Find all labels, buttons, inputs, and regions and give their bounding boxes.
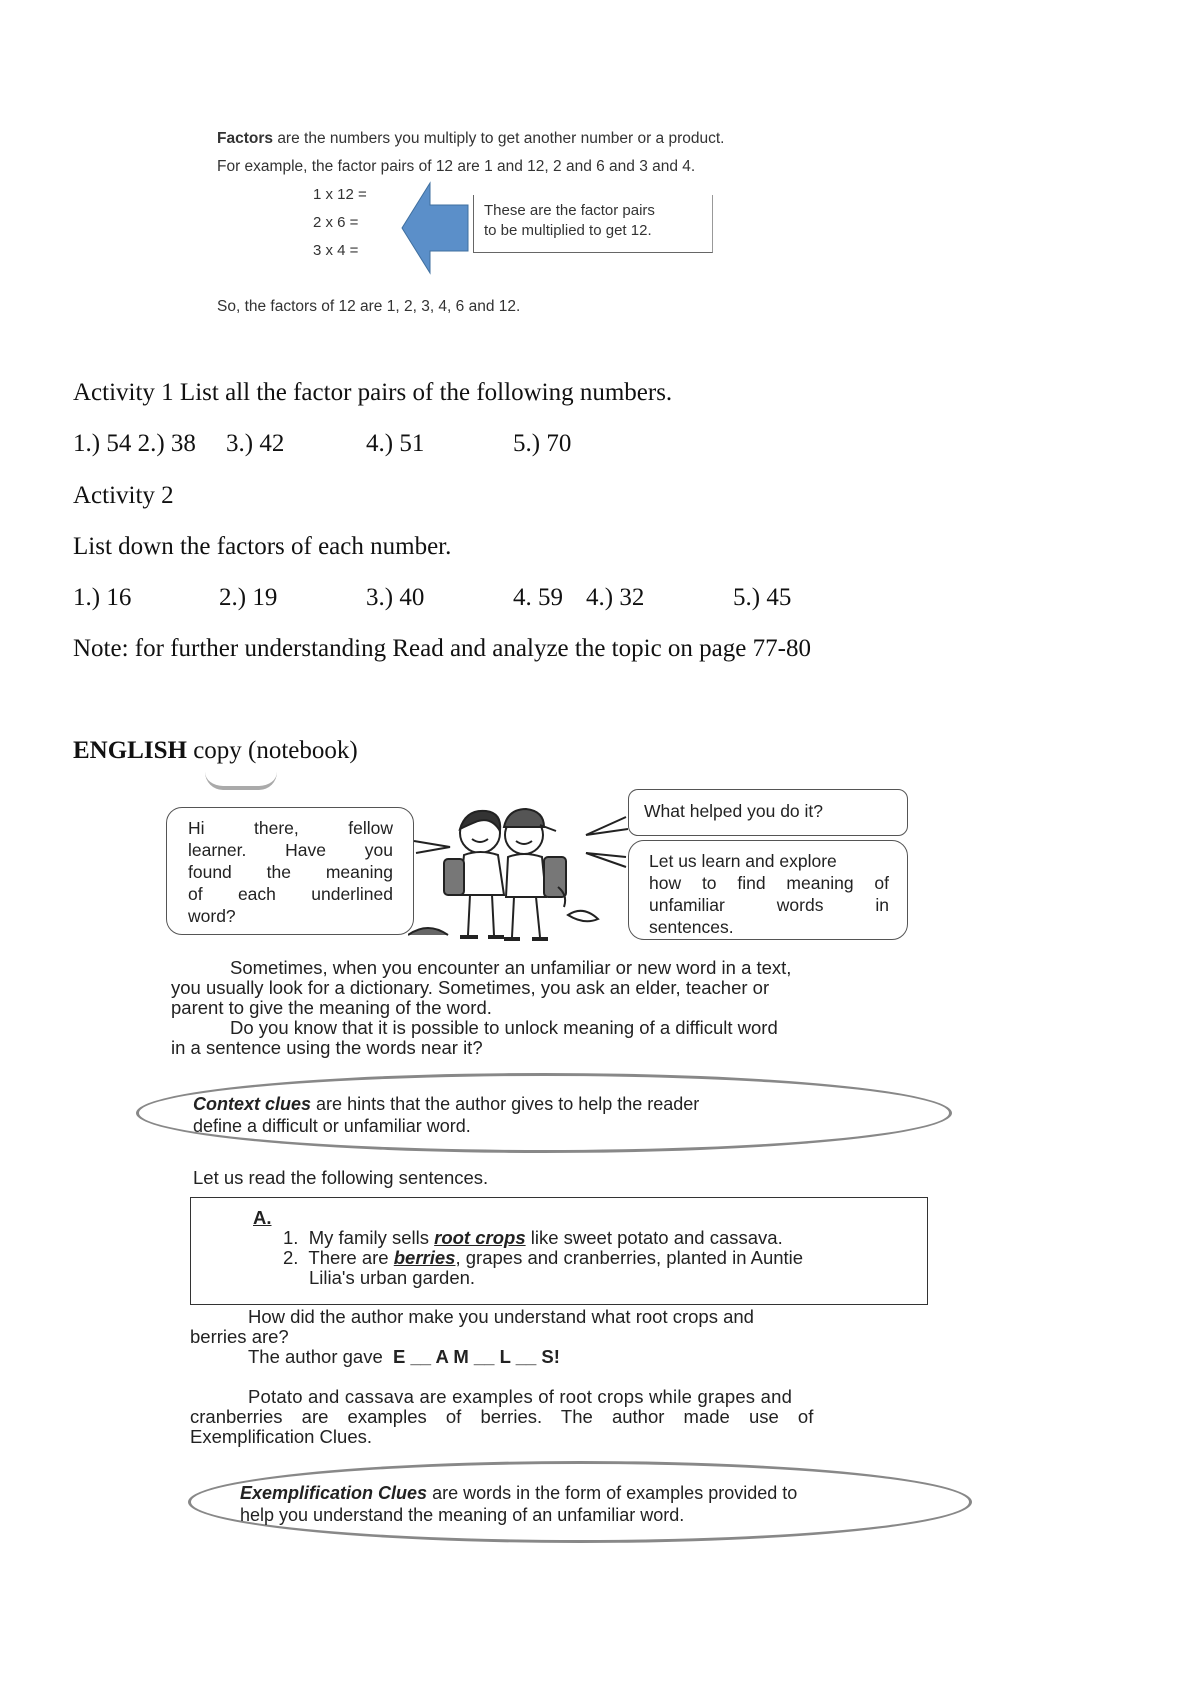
comprehension-question-2: berries are? [190,1326,289,1347]
activity-1-item-1-2: 1.) 54 2.) 38 [73,430,196,457]
sentence-2-keyword: berries [393,1247,456,1268]
activity-2-instruction: List down the factors of each number. [73,533,452,560]
factors-summary: So, the factors of 12 are 1, 2, 3, 4, 6 and 12. [217,298,521,315]
sentence-2-line-2: Lilia's urban garden. [309,1267,476,1288]
equation-2: 2 x 6 = [313,214,359,231]
sentence-1-start: My family sells [308,1227,429,1248]
activity-1-item-4: 4.) 51 [366,430,425,457]
context-clues-text: are hints that the author gives to help the reader [316,1094,700,1114]
activity-1-item-5: 5.) 70 [513,430,572,457]
context-clues-definition [193,1093,699,1115]
bubble-left-line-3: found the meaning [188,862,393,882]
sentence-2 [283,1248,803,1268]
bubble-left-line-4: of each underlined [188,884,393,904]
english-heading [73,737,358,765]
explanation-line-1: Potato and cassava are examples of root crops while grapes and [248,1386,793,1407]
context-clues-term: Context clues [193,1094,312,1114]
factor-box-line-2: to be multiplied to get 12. [484,222,652,239]
sentence-2-start: There are [308,1247,389,1268]
english-heading-subject: ENGLISH [73,737,187,764]
sentence-1-keyword: root crops [434,1227,526,1248]
sentence-1-number: 1. [283,1227,299,1248]
sentence-2-end: , grapes and cranberries, planted in Auntie [455,1247,804,1268]
bubble-right-line-4: sentences. [649,917,734,937]
bubble-top-right-text: What helped you do it? [644,801,824,821]
intro-para-line-2: you usually look for a dictionary. Sometimes, you ask an elder, teacher or [171,977,770,998]
kids-hikers-illustration [408,795,628,945]
heading-decoration [205,772,277,790]
intro-para-line-1: Sometimes, when you encounter an unfamiliar or new word in a text, [230,957,792,978]
activity-2-item-1: 1.) 16 [73,584,132,611]
bubble-left-word: Hi [188,818,205,838]
sentence-1-end: like sweet potato and cassava. [530,1227,783,1248]
read-prompt: Let us read the following sentences. [193,1167,489,1188]
speech-bubble-left [166,807,414,935]
bubble-left-line-5: word? [188,906,236,926]
factor-example: For example, the factor pairs of 12 are 1 and 12, 2 and 6 and 3 and 4. [217,158,696,175]
explanation-line-2: cranberries are examples of berries. The author made use of [190,1406,814,1427]
activity-2-item-5: 5.) 45 [733,584,792,611]
activity-2-item-4b: 4.) 32 [586,584,645,611]
question-para-line-2: in a sentence using the words near it? [171,1037,483,1058]
english-heading-note: copy (notebook) [193,737,358,764]
blank-word-puzzle: E __ A M __ L __ S! [393,1346,560,1367]
study-note: Note: for further understanding Read and analyze the topic on page 77-80 [73,635,811,662]
bubble-left-line-2: learner. Have you [188,840,393,860]
activity-2-title: Activity 2 [73,482,174,509]
arrow-shape [402,183,468,273]
exemplification-term: Exemplification Clues [240,1483,428,1503]
bubble-right-line-3: unfamiliar words in [649,895,889,915]
bubble-right-line-1: Let us learn and explore [649,851,837,871]
context-clues-definition-2: define a difficult or unfamiliar word. [193,1116,471,1136]
comprehension-question-1: How did the author make you understand what root crops and [248,1306,754,1327]
exemplification-definition [240,1482,797,1504]
activity-2-item-4a: 4. 59 [513,584,563,611]
bubble-left-line-1: Hi there, fellow [188,818,393,838]
activity-2-item-2: 2.) 19 [219,584,278,611]
bubble-right-line-2: how to find meaning of [649,873,889,893]
activity-1-title: Activity 1 List all the factor pairs of the following numbers. [73,379,673,406]
factors-term: Factors [217,130,273,147]
author-gave-text: The author gave [248,1346,383,1367]
equation-3: 3 x 4 = [313,242,359,259]
exemplification-text: are words in the form of examples provided to [432,1483,798,1503]
question-para-line-1: Do you know that it is possible to unlock meaning of a difficult word [230,1017,778,1038]
factors-definition-text: are the numbers you multiply to get another number or a product. [277,130,725,147]
sentence-2-number: 2. [283,1247,299,1268]
intro-para-line-3: parent to give the meaning of the word. [171,997,492,1018]
activity-1-item-3: 3.) 42 [226,430,285,457]
left-arrow-icon [400,181,470,275]
exemplification-definition-2: help you understand the meaning of an unfamiliar word. [240,1505,685,1525]
box-label: A. [253,1207,272,1228]
factors-definition [217,130,724,148]
sentence-1 [283,1228,783,1248]
factor-pairs-note-box [473,195,713,253]
factor-box-line-1: These are the factor pairs [484,202,655,219]
speech-bubble-top-right [628,789,908,836]
author-gave-line [248,1347,560,1367]
activity-2-item-3: 3.) 40 [366,584,425,611]
speech-bubble-right [628,840,908,940]
equation-1: 1 x 12 = [313,186,367,203]
explanation-line-3: Exemplification Clues. [190,1426,372,1447]
